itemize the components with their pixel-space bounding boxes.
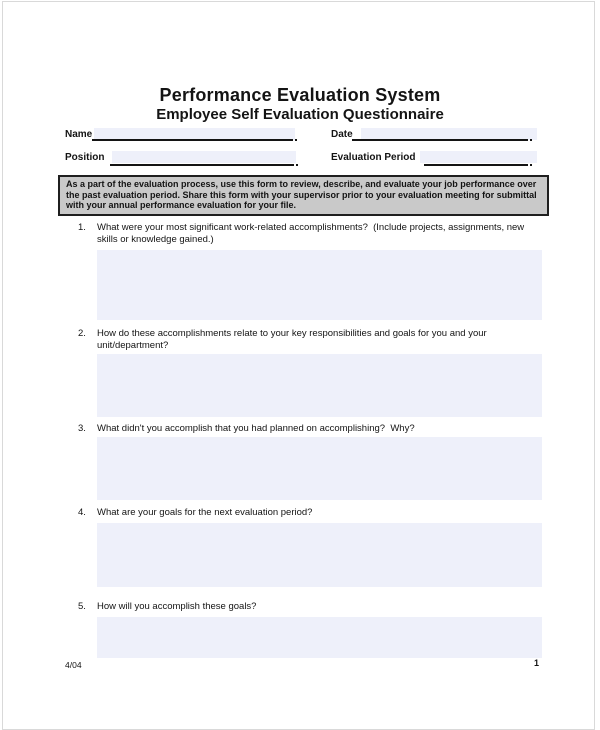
date-label: Date <box>331 129 353 140</box>
footer-page-number: 1 <box>534 658 540 668</box>
name-underline <box>92 139 293 141</box>
question-5-text: How will you accomplish these goals? <box>97 601 257 612</box>
question-3-answer-box[interactable] <box>97 437 542 500</box>
form-subtitle: Employee Self Evaluation Questionnaire <box>156 106 444 123</box>
question-2-answer-box[interactable] <box>97 354 542 417</box>
question-4-number: 4. <box>78 507 86 518</box>
footer-revision-date: 4/04 <box>65 660 82 670</box>
position-field[interactable] <box>112 151 296 163</box>
question-5-answer-box[interactable] <box>97 617 542 658</box>
question-3-text: What didn't you accomplish that you had planned on accomplishing? Why? <box>97 423 415 434</box>
evaluation-period-label: Evaluation Period <box>331 152 416 163</box>
evaluation-period-field[interactable] <box>420 151 537 163</box>
instructions-box: As a part of the evaluation process, use this form to review, describe, and evaluate your job performance over the past evaluation period. Share this form with your supervisor prior to your evaluation meeting for submittal with your annual performance evaluation for your file. <box>58 175 549 216</box>
question-1-text: What were your most significant work-related accomplishments? (Include projects, assignments, new skills or knowledge gained.) <box>97 222 527 245</box>
evaluation-period-underline <box>424 164 528 166</box>
date-underline <box>352 139 528 141</box>
name-label: Name <box>65 129 93 140</box>
question-2-number: 2. <box>78 328 86 339</box>
question-2-text: How do these accomplishments relate to your key responsibilities and goals for you and your unit/department? <box>97 328 490 351</box>
question-4-answer-box[interactable] <box>97 523 542 587</box>
position-underline <box>110 164 294 166</box>
form-title: Performance Evaluation System <box>159 85 441 105</box>
question-5-number: 5. <box>78 601 86 612</box>
question-1-number: 1. <box>78 222 86 233</box>
position-label: Position <box>65 152 105 163</box>
question-1-answer-box[interactable] <box>97 250 542 320</box>
question-3-number: 3. <box>78 423 86 434</box>
question-4-text: What are your goals for the next evaluation period? <box>97 507 313 518</box>
